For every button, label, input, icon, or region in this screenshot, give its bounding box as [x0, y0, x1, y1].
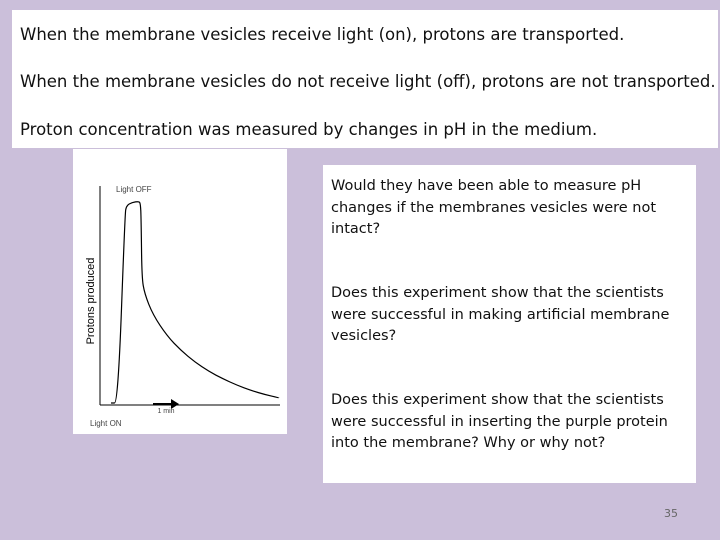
chart-panel — [73, 149, 287, 434]
statement-light-on: When the membrane vesicles receive light (on), protons are transported. — [20, 25, 625, 44]
scale-label: 1 min — [157, 408, 175, 415]
question-3: Does this experiment show that the scientists were successful in inserting the purple protein into the membrane? Why or why not? — [331, 392, 668, 451]
series-line-protons — [111, 202, 279, 403]
questions-box — [323, 165, 696, 483]
header-box — [12, 10, 718, 148]
proton-chart — [73, 149, 287, 434]
light-off-label: Light OFF — [116, 185, 152, 194]
page-number: 35 — [664, 507, 678, 520]
light-on-label: Light ON — [90, 419, 122, 428]
question-2: Does this experiment show that the scientists were successful in making artificial membrane vesicles? — [331, 285, 670, 344]
statement-light-off: When the membrane vesicles do not receive light (off), protons are not transported. — [20, 72, 716, 91]
statement-measurement: Proton concentration was measured by changes in pH in the medium. — [20, 120, 598, 139]
question-1: Would they have been able to measure pH changes if the membranes vesicles were not intact? — [331, 178, 657, 237]
y-axis-label: Protons produced — [85, 257, 97, 345]
